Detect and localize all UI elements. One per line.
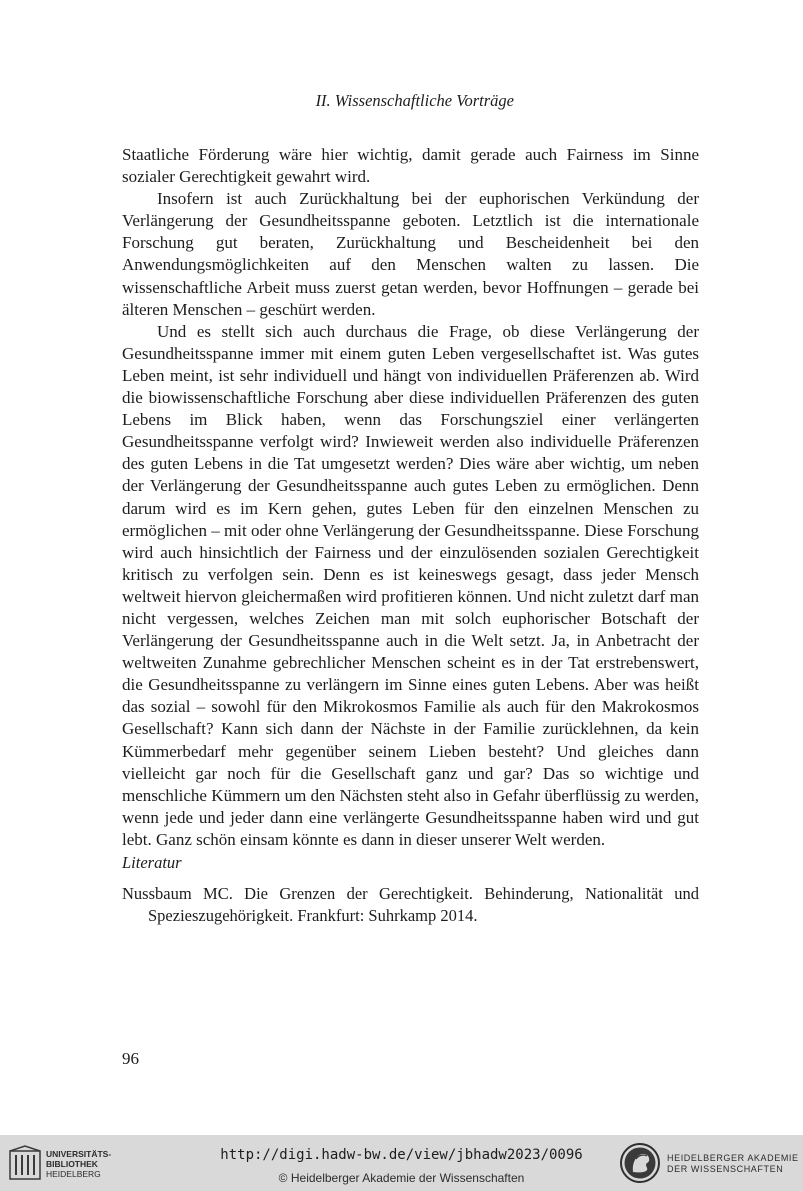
logo-line: DER WISSENSCHAFTEN <box>667 1164 784 1174</box>
athena-head-icon <box>619 1142 661 1184</box>
body-text <box>122 144 699 851</box>
literature-entry: Nussbaum MC. Die Grenzen der Gerechtigkeit. Behinderung, Nationalität und Spezieszugehörigkeit. Frankfurt: Suhrkamp 2014. <box>122 884 699 925</box>
logo-line: UNIVERSITÄTS- <box>46 1149 112 1159</box>
logo-line: HEIDELBERG <box>46 1169 101 1179</box>
viewer-footer <box>0 1135 803 1191</box>
literature-heading: Literatur <box>122 853 182 872</box>
paragraph: Staatliche Förderung wäre hier wichtig, damit gerade auch Fairness im Sinne sozialer Gerechtigkeit gewahrt wird. <box>122 145 699 187</box>
paragraph: Insofern ist auch Zurückhaltung bei der euphorischen Verkündung der Verlängerung der Gesundheitsspanne geboten. Letztlich ist die internationale Forschung gut beraten, Zurückhaltung und Bescheidenheit bei den Anwendungsmöglichkeiten auf den Menschen walten zu lassen. Die wissenschaftliche Arbeit muss zuerst getan werden, bevor Hoffnungen – gerade bei älteren Menschen – geschürt werden. <box>122 189 699 319</box>
copyright-notice: © Heidelberger Akademie der Wissenschaften <box>278 1171 525 1185</box>
paragraph: Und es stellt sich auch durchaus die Frage, ob diese Verlängerung der Gesundheitsspanne immer mit einem guten Leben vergesellschaftet ist. Was gutes Leben meint, ist sehr individuell und hängt von individuellen Präferenzen ab. Wird die biowissenschaftliche Forschung aber diese individuellen Präferenzen des guten Lebens im Blick haben, wenn das Forschungsziel einer verlängerten Gesundheitsspanne verfolgt wird? Inwieweit werden also individuelle Präferenzen des guten Lebens in die Tat umgesetzt werden? Dies wäre aber wichtig, um neben der Verlängerung der Gesundheitsspanne auch gutes Leben zu ermöglichen. Denn darum wird es im Kern gehen, gutes Leben für den einzelnen Menschen zu ermöglichen – mit oder ohne Verlängerung der Gesundheitsspanne. Diese Forschung wird auch hinsichtlich der Fairness und der einzulösenden sozialen Gerechtigkeit kritisch zu verfolgen sein. Denn es ist keineswegs gesagt, dass jeder Mensch weltweit hiervon gleichermaßen wird profitieren können. Und nicht zuletzt darf man nicht vergessen, welches Zeichen man mit solch euphorischer Botschaft der Verlängerung der Gesundheitsspanne auch in die Welt setzt. Ja, in Anbetracht der weltweiten Zunahme gebrechlicher Menschen scheint es in der Tat erstrebenswert, die Gesundheitsspanne zu verlängern im Sinne eines guten Lebens. Aber was heißt das sozial – sowohl für den Mikrokosmos Familie als auch für den Makrokosmos Gesellschaft? Kann sich dann der Nächste in der Familie zurücklehnen, da kein Kümmerbedarf mehr gegenüber seinem Lieben besteht? Und gleiches dann vielleicht gar noch für die Gesellschaft ganz und gar? Das so wichtige und menschliche Kümmern um den Nächsten steht also in Gefahr überflüssig zu werden, wenn jede und jeder dann eine verlängerte Gesundheitsspanne haben wird und gut lebt. Ganz schön einsam könnte es dann in dieser unserer Welt werden. <box>122 321 699 849</box>
academy-logo[interactable] <box>619 1141 799 1185</box>
logo-line: HEIDELBERGER AKADEMIE <box>667 1153 799 1163</box>
running-head: II. Wissenschaftliche Vorträge <box>315 91 514 110</box>
page-number: 96 <box>122 1049 139 1068</box>
academy-text <box>667 1153 799 1175</box>
logo-line: BIBLIOTHEK <box>46 1159 98 1169</box>
permalink-url[interactable]: http://digi.hadw-bw.de/view/jbhadw2023/0096 <box>220 1147 583 1163</box>
